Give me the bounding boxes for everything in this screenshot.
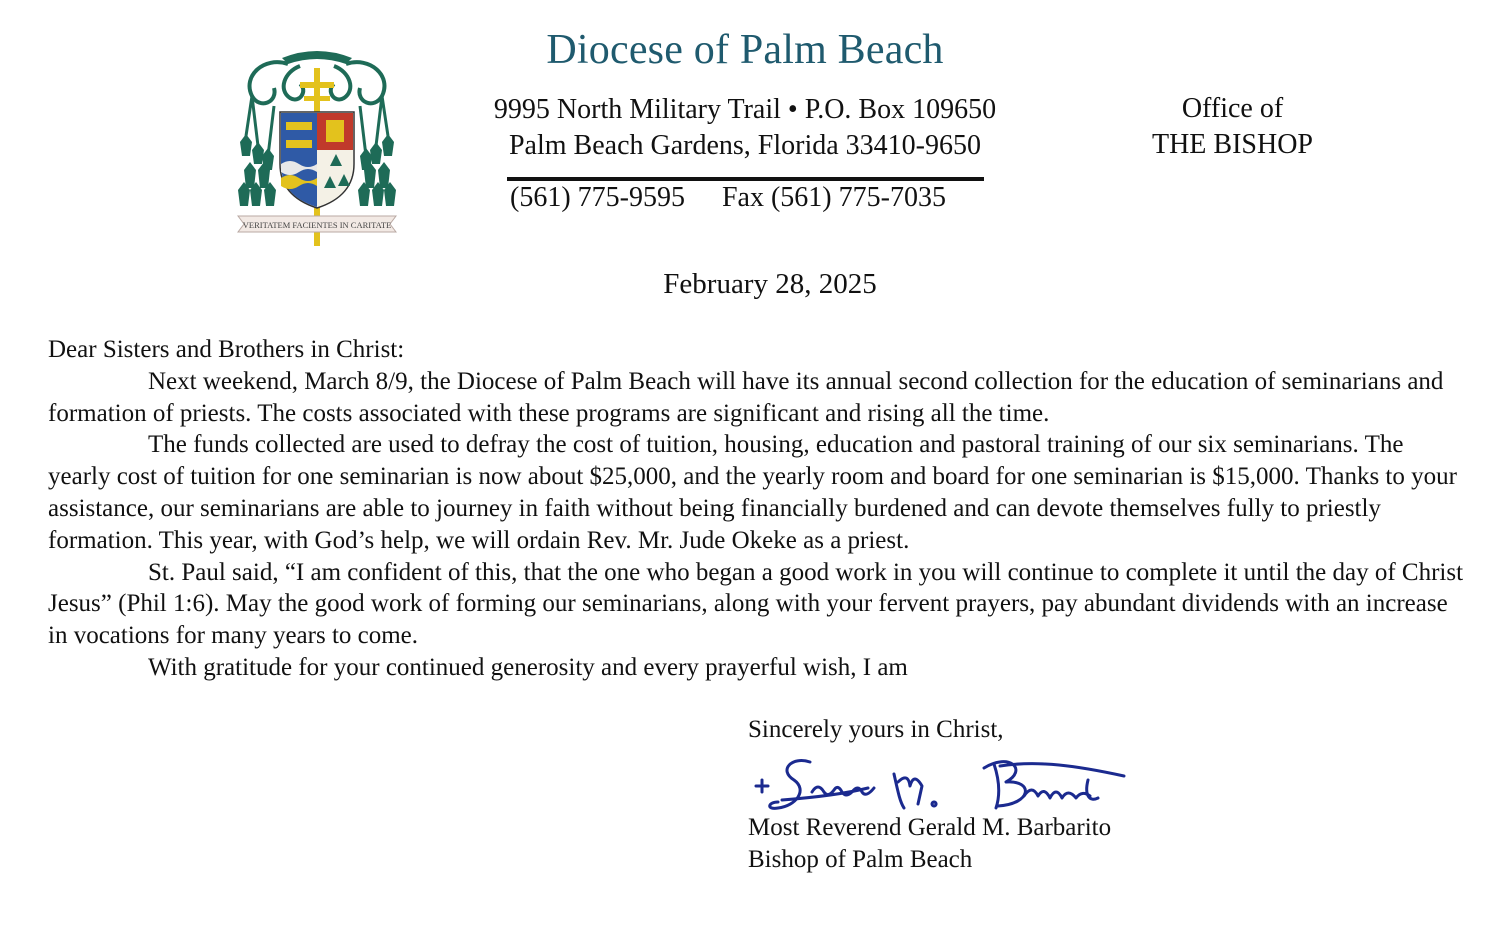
- fax-number: Fax (561) 775-7035: [721, 182, 946, 213]
- letter-body: [48, 334, 1468, 684]
- coat-of-arms-icon: [234, 46, 400, 246]
- coat-of-arms-logo: [234, 46, 400, 246]
- letterhead-divider: [507, 177, 984, 181]
- signer-name: Most Reverend Gerald M. Barbarito: [748, 814, 1112, 841]
- letter-date: February 28, 2025: [663, 268, 877, 300]
- organization-title: Diocese of Palm Beach: [546, 27, 944, 73]
- phone-number: (561) 775-9595: [510, 182, 685, 213]
- crest-motto: VERITATEM FACIENTES IN CARITATE: [242, 220, 392, 230]
- paragraph-2: The funds collected are used to defray the cost of tuition, housing, education and pastoral training of our six seminarians. The yearly cost of tuition for one seminarian is now about $25,000, and the yearly room and board for one seminarian is $15,000. Thanks to your assistance, our seminarians are able to journey in faith without being financially burdened and can devote themselves fully to priestly formation. This year, with God’s help, we will ordain Rev. Mr. Jude Okeke as a priest.: [48, 431, 1457, 554]
- paragraph-3: St. Paul said, “I am confident of this, that the one who began a good work in you will continue to complete it until the day of Christ Jesus” (Phil 1:6). May the good work of forming our seminarians, along with your fervent prayers, pay abundant dividends with an increase in vocations for many years to come.: [48, 558, 1464, 650]
- office-line-2: THE BISHOP: [1151, 129, 1313, 160]
- address-line-1: 9995 North Military Trail • P.O. Box 109650: [493, 94, 997, 125]
- paragraph-4: With gratitude for your continued generosity and every prayerful wish, I am: [148, 653, 908, 681]
- closing: Sincerely yours in Christ,: [748, 716, 1004, 743]
- paragraph-1: Next weekend, March 8/9, the Diocese of Palm Beach will have its annual second collection for the education of seminarians and formation of priests. The costs associated with these programs are significant and rising all the time.: [48, 367, 1444, 427]
- signer-title: Bishop of Palm Beach: [748, 846, 973, 873]
- office-of-bishop: [1110, 91, 1355, 163]
- address-line-2: Palm Beach Gardens, Florida 33410-9650: [508, 130, 982, 161]
- office-line-1: Office of: [1181, 93, 1284, 124]
- signer-block: [748, 812, 1111, 876]
- salutation: Dear Sisters and Brothers in Christ:: [48, 336, 405, 363]
- contact-numbers: [507, 182, 984, 214]
